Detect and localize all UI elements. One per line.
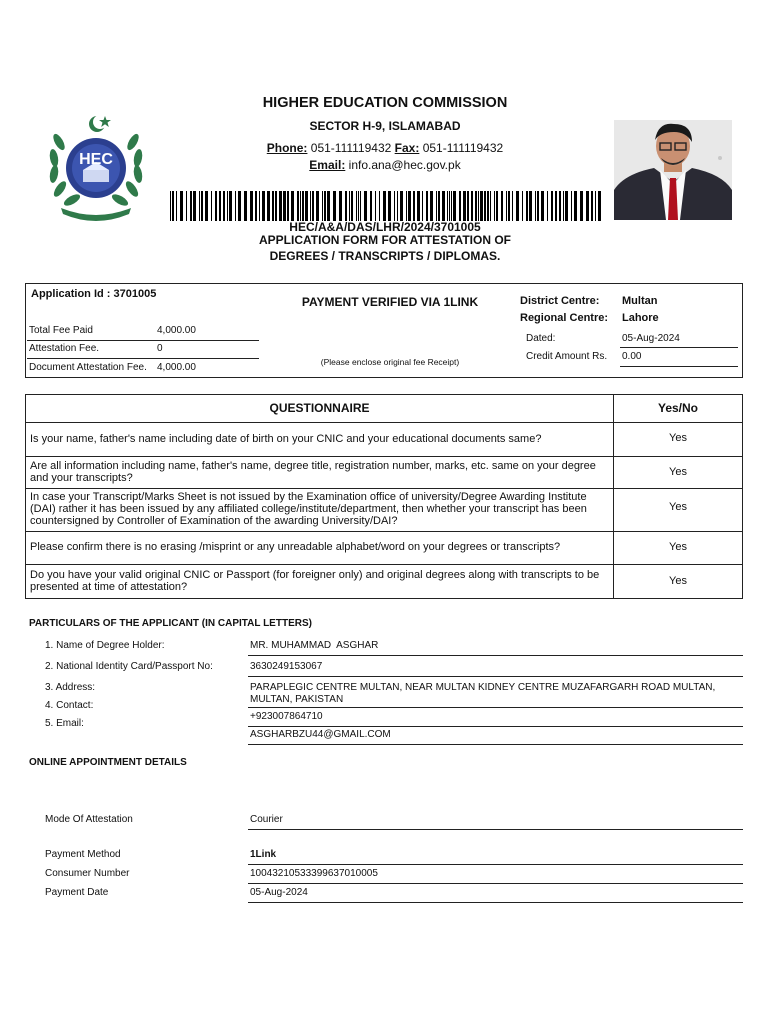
divider	[248, 726, 743, 727]
barcode-bar	[375, 191, 376, 221]
email-applicant-label: 5. Email:	[45, 718, 84, 729]
barcode-bar	[565, 191, 568, 221]
address-label: 3. Address:	[45, 682, 96, 693]
barcode-bar	[422, 191, 423, 221]
contact-value: +923007864710	[250, 711, 323, 722]
org-address: SECTOR H-9, ISLAMABAD	[309, 119, 461, 133]
barcode-bar	[436, 191, 437, 221]
barcode-bar	[442, 191, 445, 221]
barcode-bar	[199, 191, 200, 221]
fax-label: Fax:	[394, 141, 420, 155]
barcode-bar	[262, 191, 265, 221]
barcode-bar	[186, 191, 187, 221]
dated-label: Dated:	[526, 333, 556, 344]
barcode-bar	[555, 191, 557, 221]
barcode-bar	[413, 191, 415, 221]
barcode-bar	[406, 191, 407, 221]
barcode-bar	[360, 191, 361, 221]
barcode-bar	[453, 191, 456, 221]
barcode-bar	[190, 191, 192, 221]
barcode-bar	[351, 191, 353, 221]
barcode-bar	[580, 191, 583, 221]
receipt-note: (Please enclose original fee Receipt)	[320, 357, 460, 367]
barcode-bar	[529, 191, 532, 221]
divider	[25, 456, 743, 457]
payment-date-label: Payment Date	[45, 887, 109, 898]
document-fee-label: Document Attestation Fee.	[29, 362, 147, 373]
mode-label: Mode Of Attestation	[45, 814, 133, 825]
barcode-bar	[506, 191, 507, 221]
barcode-bar	[283, 191, 286, 221]
barcode-bar	[205, 191, 208, 221]
barcode-bar	[574, 191, 577, 221]
org-name: HIGHER EDUCATION COMMISSION	[262, 95, 508, 111]
barcode-bar	[244, 191, 247, 221]
barcode-bar	[397, 191, 398, 221]
barcode-bar	[426, 191, 428, 221]
divider	[248, 744, 743, 745]
credit-label: Credit Amount Rs.	[526, 351, 608, 362]
barcode-bar	[563, 191, 564, 221]
district-label: District Centre:	[520, 295, 600, 307]
barcode-bar	[480, 191, 483, 221]
email-line	[200, 158, 570, 172]
regional-value: Lahore	[622, 312, 659, 324]
barcode-bar	[501, 191, 503, 221]
barcode-bar	[211, 191, 212, 221]
dated-value: 05-Aug-2024	[622, 333, 680, 344]
cnic-value: 3630249153067	[250, 661, 323, 672]
barcode-bar	[459, 191, 461, 221]
email-value: info.ana@hec.gov.pk	[348, 158, 461, 172]
name-value: MR. MUHAMMAD ASGHAR	[250, 640, 379, 651]
barcode-bar	[370, 191, 372, 221]
barcode-bar	[180, 191, 183, 221]
barcode-bar	[400, 191, 403, 221]
divider	[27, 340, 259, 341]
barcode-bar	[467, 191, 469, 221]
barcode-bar	[516, 191, 519, 221]
divider	[620, 347, 738, 348]
barcode-bar	[571, 191, 572, 221]
barcode-bar	[327, 191, 330, 221]
question-3: In case your Transcript/Marks Sheet is not issued by the Examination office of university/Degree Awarding Institute (DAI) rather it has been issued by any affiliated college/institute/department, then whether your transcript has been countersigned by Controller of Examination of the awarding University/DAI?	[30, 491, 587, 527]
hec-crest-icon	[45, 112, 147, 222]
answer-4: Yes	[669, 541, 687, 553]
attestation-fee-label: Attestation Fee.	[29, 343, 100, 354]
barcode-bar	[176, 191, 177, 221]
divider	[25, 488, 743, 489]
barcode-bar	[272, 191, 274, 221]
credit-value: 0.00	[622, 351, 642, 362]
mode-value: Courier	[250, 814, 283, 825]
attestation-fee-value: 0	[157, 343, 163, 354]
barcode-bar	[364, 191, 367, 221]
phone-fax-line	[200, 141, 570, 155]
barcode-bar	[547, 191, 548, 221]
divider	[248, 655, 743, 656]
barcode-bar	[598, 191, 601, 221]
barcode-bar	[447, 191, 448, 221]
divider	[25, 564, 743, 565]
email-label: Email:	[309, 158, 346, 172]
barcode-bar	[279, 191, 282, 221]
barcode-bar	[300, 191, 301, 221]
barcode-bar	[551, 191, 553, 221]
barcode-bar	[219, 191, 221, 221]
answer-1: Yes	[669, 432, 687, 444]
question-5: Do you have your valid original CNIC or Passport (for foreigner only) and original degrees along with transcripts to be presented at time of attestation?	[30, 569, 600, 593]
barcode-bar	[223, 191, 225, 221]
answer-column-divider	[613, 394, 614, 599]
barcode-bar	[383, 191, 386, 221]
barcode-bar	[172, 191, 174, 221]
document-fee-value: 4,000.00	[157, 362, 196, 373]
barcode-bar	[333, 191, 336, 221]
barcode-bar	[201, 191, 203, 221]
barcode-bar	[487, 191, 489, 221]
barcode-bar	[541, 191, 544, 221]
barcode-bar	[471, 191, 473, 221]
answer-header: Yes/No	[657, 401, 699, 415]
barcode-bar	[229, 191, 232, 221]
divider	[25, 531, 743, 532]
barcode-bar	[591, 191, 593, 221]
barcode-bar	[586, 191, 589, 221]
contact-label: 4. Contact:	[45, 700, 94, 711]
barcode-bar	[496, 191, 498, 221]
divider	[248, 902, 743, 903]
applicant-photo-icon	[614, 120, 732, 220]
hec-logo	[45, 112, 147, 222]
form-title-line1: APPLICATION FORM FOR ATTESTATION OF	[259, 233, 511, 247]
barcode-bar	[559, 191, 561, 221]
barcode-bar	[522, 191, 523, 221]
answer-3: Yes	[669, 501, 687, 513]
barcode-bar	[494, 191, 495, 221]
barcode-bar	[526, 191, 528, 221]
phone-value: 051-111119432	[310, 141, 392, 155]
barcode-bar	[267, 191, 270, 221]
barcode-bar	[537, 191, 539, 221]
barcode-bar	[322, 191, 323, 221]
answer-5: Yes	[669, 575, 687, 587]
questionnaire-header: QUESTIONNAIRE	[269, 401, 370, 415]
payment-method-value: 1Link	[250, 849, 277, 860]
barcode-bar	[312, 191, 314, 221]
divider	[25, 422, 743, 423]
answer-2: Yes	[669, 466, 687, 478]
email-applicant-value: ASGHARBZU44@GMAIL.COM	[250, 729, 391, 740]
particulars-heading: PARTICULARS OF THE APPLICANT (IN CAPITAL LETTERS)	[29, 618, 312, 629]
question-2: Are all information including name, father's name, degree title, registration number, marks, etc. same on your degree and your transcripts?	[30, 460, 596, 484]
barcode-bar	[305, 191, 308, 221]
barcode-bar	[388, 191, 391, 221]
barcode-bar	[358, 191, 359, 221]
barcode-bar	[417, 191, 420, 221]
barcode-bar	[490, 191, 491, 221]
barcode-bar	[297, 191, 299, 221]
barcode-bar	[408, 191, 411, 221]
barcode-bar	[438, 191, 440, 221]
address-value: PARAPLEGIC CENTRE MULTAN, NEAR MULTAN KIDNEY CENTRE MUZAFARGARH ROAD MULTAN, MULTAN, PAKISTAN	[250, 682, 716, 705]
appointment-heading: ONLINE APPOINTMENT DETAILS	[29, 757, 187, 768]
divider	[248, 707, 743, 708]
barcode-bar	[356, 191, 357, 221]
total-fee-label: Total Fee Paid	[29, 325, 93, 336]
barcode-bar	[394, 191, 395, 221]
barcode-bar	[484, 191, 486, 221]
barcode	[170, 191, 602, 221]
barcode-text: HEC/A&A/DAS/LHR/2024/3701005	[289, 220, 481, 234]
question-1: Is your name, father's name including date of birth on your CNIC and your educational documents same?	[30, 433, 542, 445]
consumer-value: 10043210533399637010005	[250, 868, 378, 879]
divider	[620, 366, 738, 367]
barcode-bar	[463, 191, 466, 221]
barcode-bar	[508, 191, 510, 221]
applicant-photo	[614, 120, 732, 220]
logo-text: HEC	[79, 151, 113, 168]
barcode-bar	[170, 191, 171, 221]
barcode-bar	[345, 191, 347, 221]
barcode-bar	[535, 191, 536, 221]
barcode-bar	[478, 191, 479, 221]
cnic-label: 2. National Identity Card/Passport No:	[45, 661, 213, 672]
district-value: Multan	[622, 295, 658, 307]
barcode-bar	[193, 191, 196, 221]
barcode-bar	[595, 191, 596, 221]
barcode-bar	[215, 191, 217, 221]
barcode-bar	[379, 191, 380, 221]
divider	[27, 358, 259, 359]
fax-value: 051-111119432	[422, 141, 504, 155]
barcode-bar	[430, 191, 433, 221]
barcode-bar	[324, 191, 326, 221]
divider	[248, 829, 743, 830]
barcode-bar	[302, 191, 304, 221]
barcode-bar	[275, 191, 277, 221]
consumer-label: Consumer Number	[45, 868, 130, 879]
barcode-bar	[291, 191, 294, 221]
divider	[248, 864, 743, 865]
barcode-bar	[287, 191, 289, 221]
divider	[248, 883, 743, 884]
name-label: 1. Name of Degree Holder:	[45, 640, 165, 651]
barcode-bar	[475, 191, 477, 221]
barcode-bar	[250, 191, 253, 221]
barcode-bar	[227, 191, 228, 221]
application-id: Application Id : 3701005	[31, 288, 157, 300]
phone-label: Phone:	[266, 141, 308, 155]
barcode-bar	[316, 191, 319, 221]
barcode-bar	[259, 191, 260, 221]
payment-method-label: Payment Method	[45, 849, 121, 860]
payment-status: PAYMENT VERIFIED VIA 1LINK	[301, 295, 479, 309]
question-4: Please confirm there is no erasing /misprint or any unreadable alphabet/word on your degrees or transcripts?	[30, 541, 561, 553]
barcode-bar	[238, 191, 241, 221]
barcode-bar	[235, 191, 236, 221]
barcode-bar	[449, 191, 450, 221]
divider	[248, 676, 743, 677]
barcode-bar	[349, 191, 350, 221]
total-fee-value: 4,000.00	[157, 325, 196, 336]
barcode-bar	[310, 191, 311, 221]
barcode-bar	[339, 191, 342, 221]
regional-label: Regional Centre:	[520, 312, 609, 324]
barcode-bar	[451, 191, 452, 221]
barcode-icon	[170, 191, 602, 221]
payment-date-value: 05-Aug-2024	[250, 887, 308, 898]
barcode-bar	[255, 191, 257, 221]
form-title-line2: DEGREES / TRANSCRIPTS / DIPLOMAS.	[269, 249, 501, 263]
barcode-bar	[512, 191, 513, 221]
